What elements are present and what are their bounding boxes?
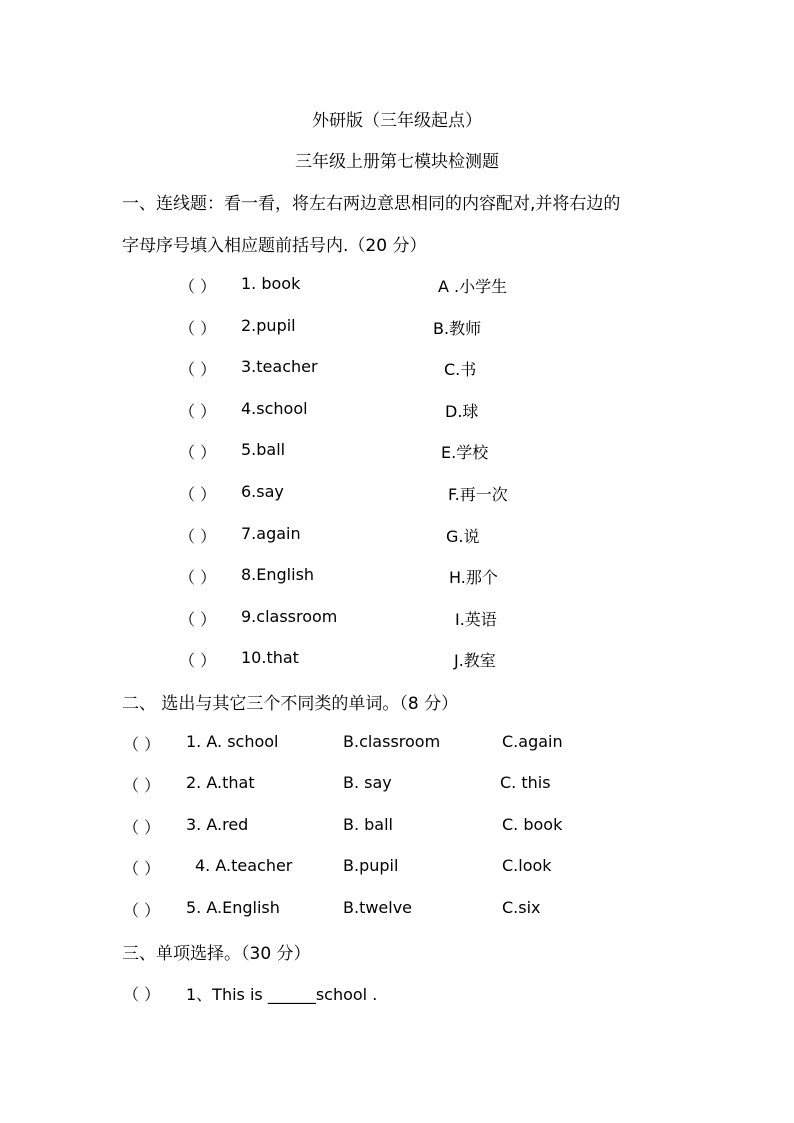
title-publisher: 外研版（三年级起点）	[312, 111, 482, 131]
english-word: 3.teacher	[241, 357, 318, 376]
odd-one-out-row	[0, 732, 794, 756]
english-word: 10.that	[241, 648, 299, 667]
option-a: 4. A.teacher	[195, 856, 293, 875]
option-c: C.six	[502, 898, 541, 917]
answer-blank[interactable]: （ ）	[179, 277, 217, 296]
answer-blank[interactable]: （ ）	[179, 527, 217, 546]
english-word: 9.classroom	[241, 607, 338, 626]
answer-blank[interactable]: （ ）	[179, 610, 217, 629]
answer-blank[interactable]: （ ）	[123, 776, 161, 795]
odd-one-out-row	[0, 815, 794, 839]
matching-row	[0, 607, 794, 631]
matching-row	[0, 316, 794, 340]
question-text: 1、This is ______school .	[186, 985, 378, 1004]
odd-one-out-row	[0, 856, 794, 880]
chinese-meaning: G.说	[446, 527, 480, 546]
answer-blank[interactable]: （ ）	[123, 735, 161, 754]
multiple-choice-row	[0, 982, 794, 1006]
answer-blank[interactable]: （ ）	[179, 402, 217, 421]
matching-row	[0, 399, 794, 423]
option-a: 2. A.that	[186, 773, 255, 792]
matching-row	[0, 274, 794, 298]
chinese-meaning: E.学校	[441, 443, 489, 462]
option-b: B.twelve	[343, 898, 413, 917]
option-c: C.again	[502, 732, 563, 751]
answer-blank[interactable]: （ ）	[179, 485, 217, 504]
matching-row	[0, 357, 794, 381]
answer-blank[interactable]: （ ）	[179, 568, 217, 587]
english-word: 5.ball	[241, 440, 286, 459]
option-b: B.classroom	[343, 732, 441, 751]
answer-blank[interactable]: （ ）	[123, 985, 161, 1004]
answer-blank[interactable]: （ ）	[179, 360, 217, 379]
answer-blank[interactable]: （ ）	[123, 901, 161, 920]
title-test: 三年级上册第七模块检测题	[295, 152, 499, 172]
option-b: B.pupil	[343, 856, 399, 875]
option-b: B. say	[343, 773, 392, 792]
matching-row	[0, 482, 794, 506]
section1-heading-line1: 一、连线题：看一看，将左右两边意思相同的内容配对,并将右边的	[122, 194, 621, 214]
option-c: C. this	[500, 773, 551, 792]
answer-blank[interactable]: （ ）	[179, 319, 217, 338]
english-word: 2.pupil	[241, 316, 296, 335]
matching-row	[0, 524, 794, 548]
chinese-meaning: I.英语	[455, 610, 497, 629]
chinese-meaning: B.教师	[433, 319, 482, 338]
option-c: C.look	[502, 856, 552, 875]
chinese-meaning: D.球	[445, 402, 479, 421]
english-word: 4.school	[241, 399, 308, 418]
option-a: 1. A. school	[186, 732, 279, 751]
chinese-meaning: H.那个	[449, 568, 498, 587]
english-word: 7.again	[241, 524, 301, 543]
english-word: 6.say	[241, 482, 284, 501]
answer-blank[interactable]: （ ）	[123, 859, 161, 878]
chinese-meaning: F.再一次	[448, 485, 508, 504]
option-c: C. book	[502, 815, 563, 834]
answer-blank[interactable]: （ ）	[123, 818, 161, 837]
section1-heading-line2: 字母序号填入相应题前括号内.（20 分）	[122, 236, 427, 256]
option-a: 5. A.English	[186, 898, 280, 917]
answer-blank[interactable]: （ ）	[179, 443, 217, 462]
matching-row	[0, 648, 794, 672]
section2-heading: 二、 选出与其它三个不同类的单词。（8 分）	[122, 694, 459, 714]
english-word: 1. book	[241, 274, 301, 293]
odd-one-out-row	[0, 898, 794, 922]
matching-row	[0, 565, 794, 589]
option-b: B. ball	[343, 815, 393, 834]
matching-row	[0, 440, 794, 464]
chinese-meaning: A .小学生	[438, 277, 508, 296]
option-a: 3. A.red	[186, 815, 249, 834]
answer-blank[interactable]: （ ）	[179, 651, 217, 670]
chinese-meaning: J.教室	[454, 651, 496, 670]
section3-heading: 三、单项选择。（30 分）	[122, 944, 311, 964]
english-word: 8.English	[241, 565, 315, 584]
chinese-meaning: C.书	[444, 360, 477, 379]
odd-one-out-row	[0, 773, 794, 797]
